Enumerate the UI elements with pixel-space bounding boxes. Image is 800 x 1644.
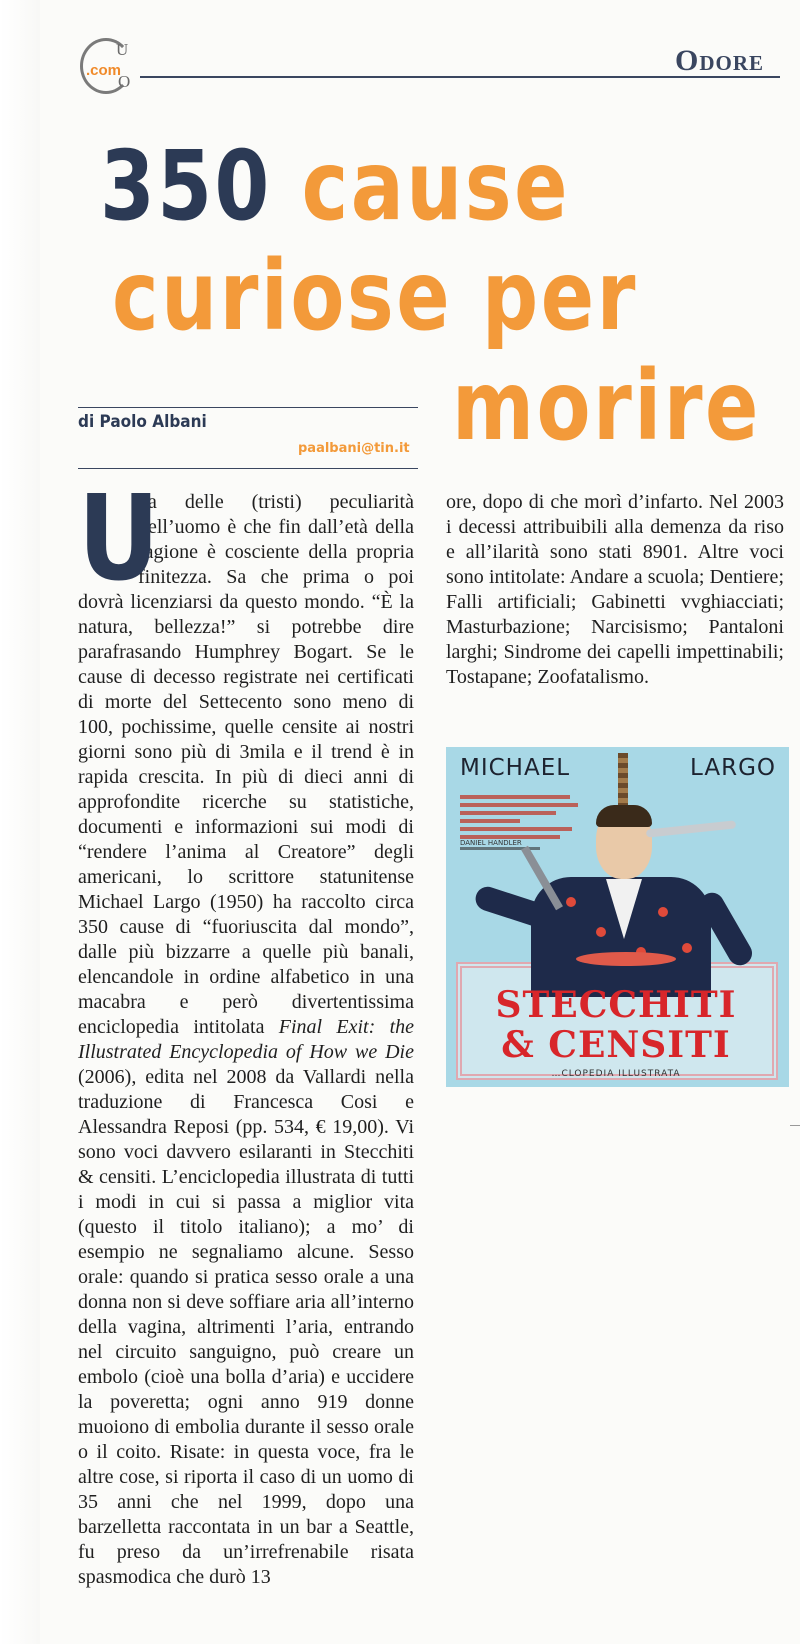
cover-author-last: LARGO — [690, 755, 776, 781]
knife-icon — [646, 820, 736, 837]
article-paragraph — [78, 469, 414, 1590]
section-tag: Odore — [674, 44, 764, 77]
blood-dot — [596, 927, 606, 937]
logo-u-text: U — [116, 40, 129, 59]
title-number: 350 — [100, 130, 272, 242]
article-column-left — [78, 469, 414, 1590]
cover-author-first: MICHAEL — [460, 755, 571, 781]
drop-cap: U — [78, 469, 160, 607]
cover-title — [466, 985, 766, 1065]
article-title-line2: curiose per — [112, 240, 638, 352]
cover-title-line2: & CENSITI — [501, 1024, 731, 1066]
cover-subtitle: …CLOPEDIA ILLUSTRATA — [551, 1069, 681, 1079]
author-byline: di Paolo Albani — [78, 412, 207, 432]
blood-dot — [566, 897, 576, 907]
blood-dot — [658, 907, 668, 917]
logo-com-text: .com — [86, 62, 122, 79]
page-edge-rule — [790, 1125, 800, 1126]
author-email[interactable]: paalbani@tin.it — [298, 441, 410, 456]
blood-dot — [682, 943, 692, 953]
cover-title-line1: STECCHITI — [495, 984, 737, 1026]
book-title-english: Final Exit: the Illustrated Encyclopedia of How we Die — [78, 1016, 414, 1063]
magazine-logo — [80, 38, 150, 98]
cover-man-hair — [596, 805, 652, 827]
article-text-part1: na delle (tristi) peculiarità dell’uomo è che fin dall’età della ragione è cosciente della propria finitezza. Sa che prima o poi dovrà licenziarsi da questo mondo. “È la natura, bellezza!” si potrebbe dire parafrasando Humphrey Bogart. Se le cause di decesso registrate nei certificati di morte del Settecento sono meno di 100, pochissime, quelle censite ai nostri giorni sono più di 3mila e il trend è in rapida crescita. In più di dieci anni di approfondite ricerche su statistiche, documenti e informazioni sui modi di “rendere l’anima al Creatore” degli americani, lo scrittore statunitense Michael Largo (1950) ha raccolto circa 350 cause di “fuoriuscita dal mondo”, dalle più bizzarre a quelle più banali, elencandole in ordine alfabetico in una macabra e però divertentissima enciclopedia intitolata — [78, 491, 414, 1038]
title-word-cause: cause — [301, 130, 570, 242]
byline-rule-top — [78, 407, 418, 408]
article-text-right: ore, dopo di che morì d’infarto. Nel 2003 i decessi attribuibili alla demenza da riso e all’ilarità sono stati 8901. Altre voci sono intitolate: Andare a scuola; Dentiere; Falli artificiali; Gabinetti vvghiacciati; Masturbazione; Narcisismo; Pantaloni larghi; Sindrome dei capelli impettinabili; Tostapane; Zoofatalismo. — [446, 491, 784, 688]
cover-illustrator: DANIEL HANDLER — [460, 839, 522, 847]
article-column-right — [446, 490, 784, 690]
article-title-line1 — [100, 130, 570, 242]
saw-blade-icon — [576, 952, 676, 966]
book-cover-image — [446, 747, 789, 1087]
logo-o-text: O — [118, 72, 131, 91]
article-text-part2: (2006), edita nel 2008 da Vallardi nella traduzione di Francesca Cosi e Alessandra Reposi (pp. 534, € 19,00). Vi sono voci davvero esilaranti in Stecchiti & censiti. L’enciclopedia illustrata di tutti i modi in cui si passa a miglior vita (questo il titolo italiano); a mo’ di esempio ne segnaliamo alcune. Sesso orale: quando si pratica sesso orale a una donna non si deve soffiare aria all’interno della vagina, altrimenti l’aria, entrando nel circuito sanguigno, può creare un embolo (cioè una bolla d’aria) e uccidere la poveretta; ogni anno 919 donne muoiono di embolia durante il sesso orale o il coito. Risate: in questa voce, fra le altre cose, si riporta il caso di un uomo di 35 anni che nel 1999, dopo una barzelletta raccontata in un bar a Seattle, fu preso da un’irrefrenabile risata spasmodica che durò 13 — [78, 1066, 414, 1588]
page-margin — [0, 0, 40, 1644]
article-title-line3: morire — [452, 350, 761, 462]
